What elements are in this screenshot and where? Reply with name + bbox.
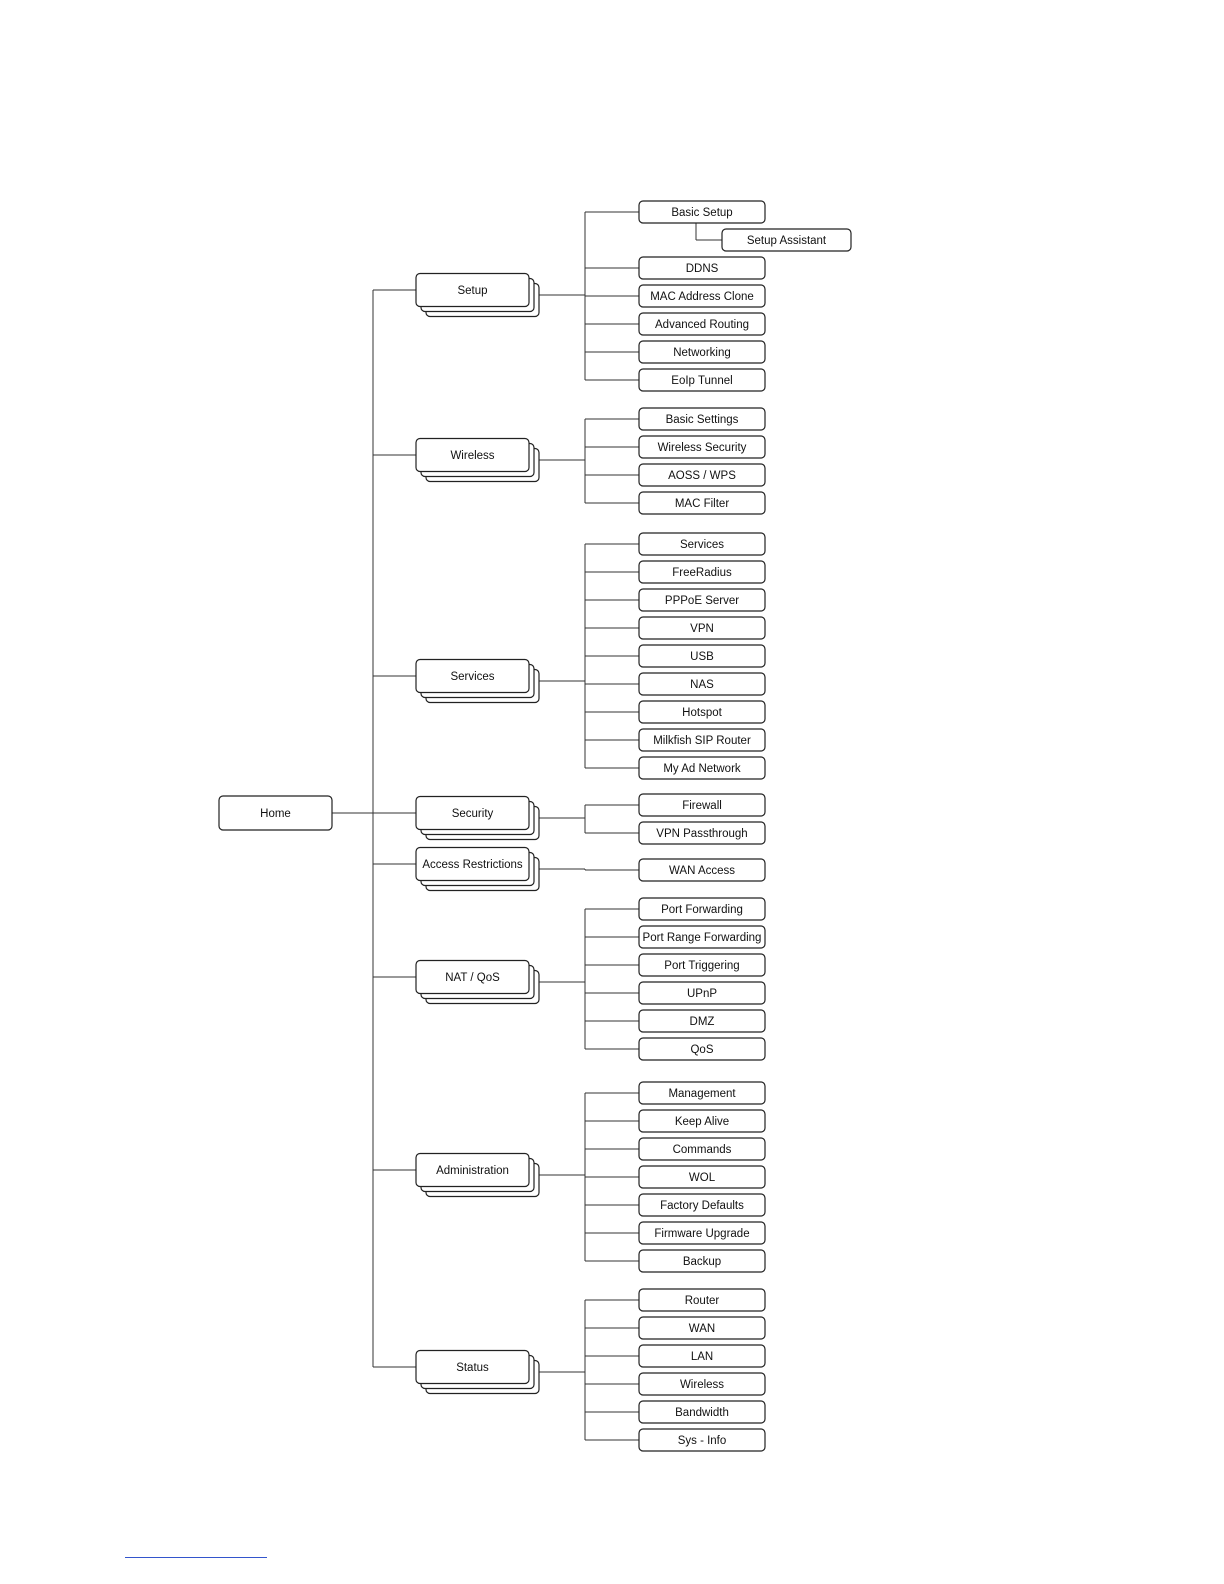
item-services-services <box>639 533 765 555</box>
section-security-label: Security <box>451 808 494 820</box>
item-status-bandwidth <box>639 1401 765 1423</box>
item-services-milkfish-sip-router-label: Milkfish SIP Router <box>653 735 751 747</box>
item-status-lan <box>639 1345 765 1367</box>
item-status-sys-info-label: Sys - Info <box>677 1435 727 1447</box>
item-services-nas <box>639 673 765 695</box>
item-status-bandwidth-label: Bandwidth <box>675 1407 729 1419</box>
item-security-firewall-label: Firewall <box>682 800 722 812</box>
subitem-setup-assistant <box>722 229 851 251</box>
root-node-home-label: Home <box>260 808 291 820</box>
diagram-nodes <box>219 201 851 1451</box>
item-status-router-label: Router <box>684 1295 720 1307</box>
item-nat-qos-port-range-forwarding-label: Port Range Forwarding <box>642 932 762 944</box>
item-setup-advanced-routing <box>639 313 765 335</box>
item-administration-commands <box>639 1138 765 1160</box>
item-administration-wol <box>639 1166 765 1188</box>
item-setup-networking-label: Networking <box>673 347 731 359</box>
item-setup-mac-address-clone-label: MAC Address Clone <box>650 291 754 303</box>
section-access-restrictions <box>416 848 539 891</box>
item-services-my-ad-network-label: My Ad Network <box>663 763 741 775</box>
item-services-vpn-label: VPN <box>690 623 714 635</box>
section-status <box>416 1351 539 1394</box>
item-status-lan-label: LAN <box>690 1351 714 1363</box>
section-nat-qos-label: NAT / QoS <box>445 972 500 984</box>
item-nat-qos-upnp <box>639 982 765 1004</box>
item-nat-qos-port-forwarding-label: Port Forwarding <box>661 904 743 916</box>
section-setup-label: Setup <box>457 285 488 297</box>
section-wireless-label: Wireless <box>450 450 495 462</box>
item-wireless-basic-settings <box>639 408 765 430</box>
item-administration-factory-defaults-label: Factory Defaults <box>660 1200 744 1212</box>
item-administration-firmware-upgrade-label: Firmware Upgrade <box>654 1228 750 1240</box>
item-services-hotspot <box>639 701 765 723</box>
item-nat-qos-port-triggering <box>639 954 765 976</box>
item-wireless-basic-settings-label: Basic Settings <box>665 414 739 426</box>
footnote-separator <box>125 1557 267 1558</box>
item-wireless-wireless-security-label: Wireless Security <box>657 442 747 454</box>
item-services-usb-label: USB <box>690 651 714 663</box>
item-access-restrictions-wan-access <box>639 859 765 881</box>
item-status-router <box>639 1289 765 1311</box>
item-administration-management <box>639 1082 765 1104</box>
item-administration-wol-label: WOL <box>688 1172 716 1184</box>
section-access-restrictions-label: Access Restrictions <box>422 859 523 871</box>
section-administration-label: Administration <box>436 1165 509 1177</box>
item-nat-qos-port-range-forwarding <box>639 926 765 948</box>
subitem-setup-assistant-label: Setup Assistant <box>746 235 827 247</box>
section-nat-qos <box>416 961 539 1004</box>
item-services-milkfish-sip-router <box>639 729 765 751</box>
item-status-wan <box>639 1317 765 1339</box>
item-services-pppoe-server <box>639 589 765 611</box>
section-setup <box>416 274 539 317</box>
section-administration <box>416 1154 539 1197</box>
item-nat-qos-dmz <box>639 1010 765 1032</box>
item-setup-mac-address-clone <box>639 285 765 307</box>
item-administration-firmware-upgrade <box>639 1222 765 1244</box>
item-wireless-aoss-wps-label: AOSS / WPS <box>668 470 736 482</box>
item-nat-qos-qos-label: QoS <box>690 1044 714 1056</box>
item-services-pppoe-server-label: PPPoE Server <box>664 595 740 607</box>
item-services-services-label: Services <box>679 539 725 551</box>
item-setup-advanced-routing-label: Advanced Routing <box>655 319 749 331</box>
item-administration-backup <box>639 1250 765 1272</box>
section-security <box>416 797 539 840</box>
item-services-usb <box>639 645 765 667</box>
item-administration-keep-alive-label: Keep Alive <box>674 1116 730 1128</box>
item-setup-ddns-label: DDNS <box>685 263 719 275</box>
item-security-firewall <box>639 794 765 816</box>
item-wireless-wireless-security <box>639 436 765 458</box>
item-wireless-mac-filter-label: MAC Filter <box>674 498 730 510</box>
item-administration-backup-label: Backup <box>682 1256 722 1268</box>
item-services-freeradius <box>639 561 765 583</box>
item-services-nas-label: NAS <box>690 679 714 691</box>
item-wireless-mac-filter <box>639 492 765 514</box>
item-setup-eoip-tunnel-label: EoIp Tunnel <box>671 375 733 387</box>
item-services-hotspot-label: Hotspot <box>682 707 722 719</box>
item-access-restrictions-wan-access-label: WAN Access <box>668 865 736 877</box>
item-nat-qos-port-forwarding <box>639 898 765 920</box>
item-wireless-aoss-wps <box>639 464 765 486</box>
item-security-vpn-passthrough-label: VPN Passthrough <box>656 828 748 840</box>
item-nat-qos-upnp-label: UPnP <box>686 988 718 1000</box>
item-setup-eoip-tunnel <box>639 369 765 391</box>
item-status-sys-info <box>639 1429 765 1451</box>
section-status-label: Status <box>456 1362 489 1374</box>
item-setup-networking <box>639 341 765 363</box>
section-wireless <box>416 439 539 482</box>
item-nat-qos-dmz-label: DMZ <box>689 1016 715 1028</box>
item-status-wan-label: WAN <box>688 1323 716 1335</box>
item-services-freeradius-label: FreeRadius <box>672 567 732 579</box>
item-administration-factory-defaults <box>639 1194 765 1216</box>
item-setup-ddns <box>639 257 765 279</box>
item-setup-basic-setup <box>639 201 765 223</box>
root-node-home <box>219 796 332 830</box>
item-services-my-ad-network <box>639 757 765 779</box>
section-services-label: Services <box>450 671 495 683</box>
item-security-vpn-passthrough <box>639 822 765 844</box>
item-services-vpn <box>639 617 765 639</box>
item-nat-qos-qos <box>639 1038 765 1060</box>
item-status-wireless-label: Wireless <box>679 1379 725 1391</box>
item-administration-management-label: Management <box>668 1088 736 1100</box>
item-status-wireless <box>639 1373 765 1395</box>
section-services <box>416 660 539 703</box>
item-nat-qos-port-triggering-label: Port Triggering <box>664 960 740 972</box>
item-administration-commands-label: Commands <box>672 1144 732 1156</box>
item-administration-keep-alive <box>639 1110 765 1132</box>
item-setup-basic-setup-label: Basic Setup <box>671 207 733 219</box>
